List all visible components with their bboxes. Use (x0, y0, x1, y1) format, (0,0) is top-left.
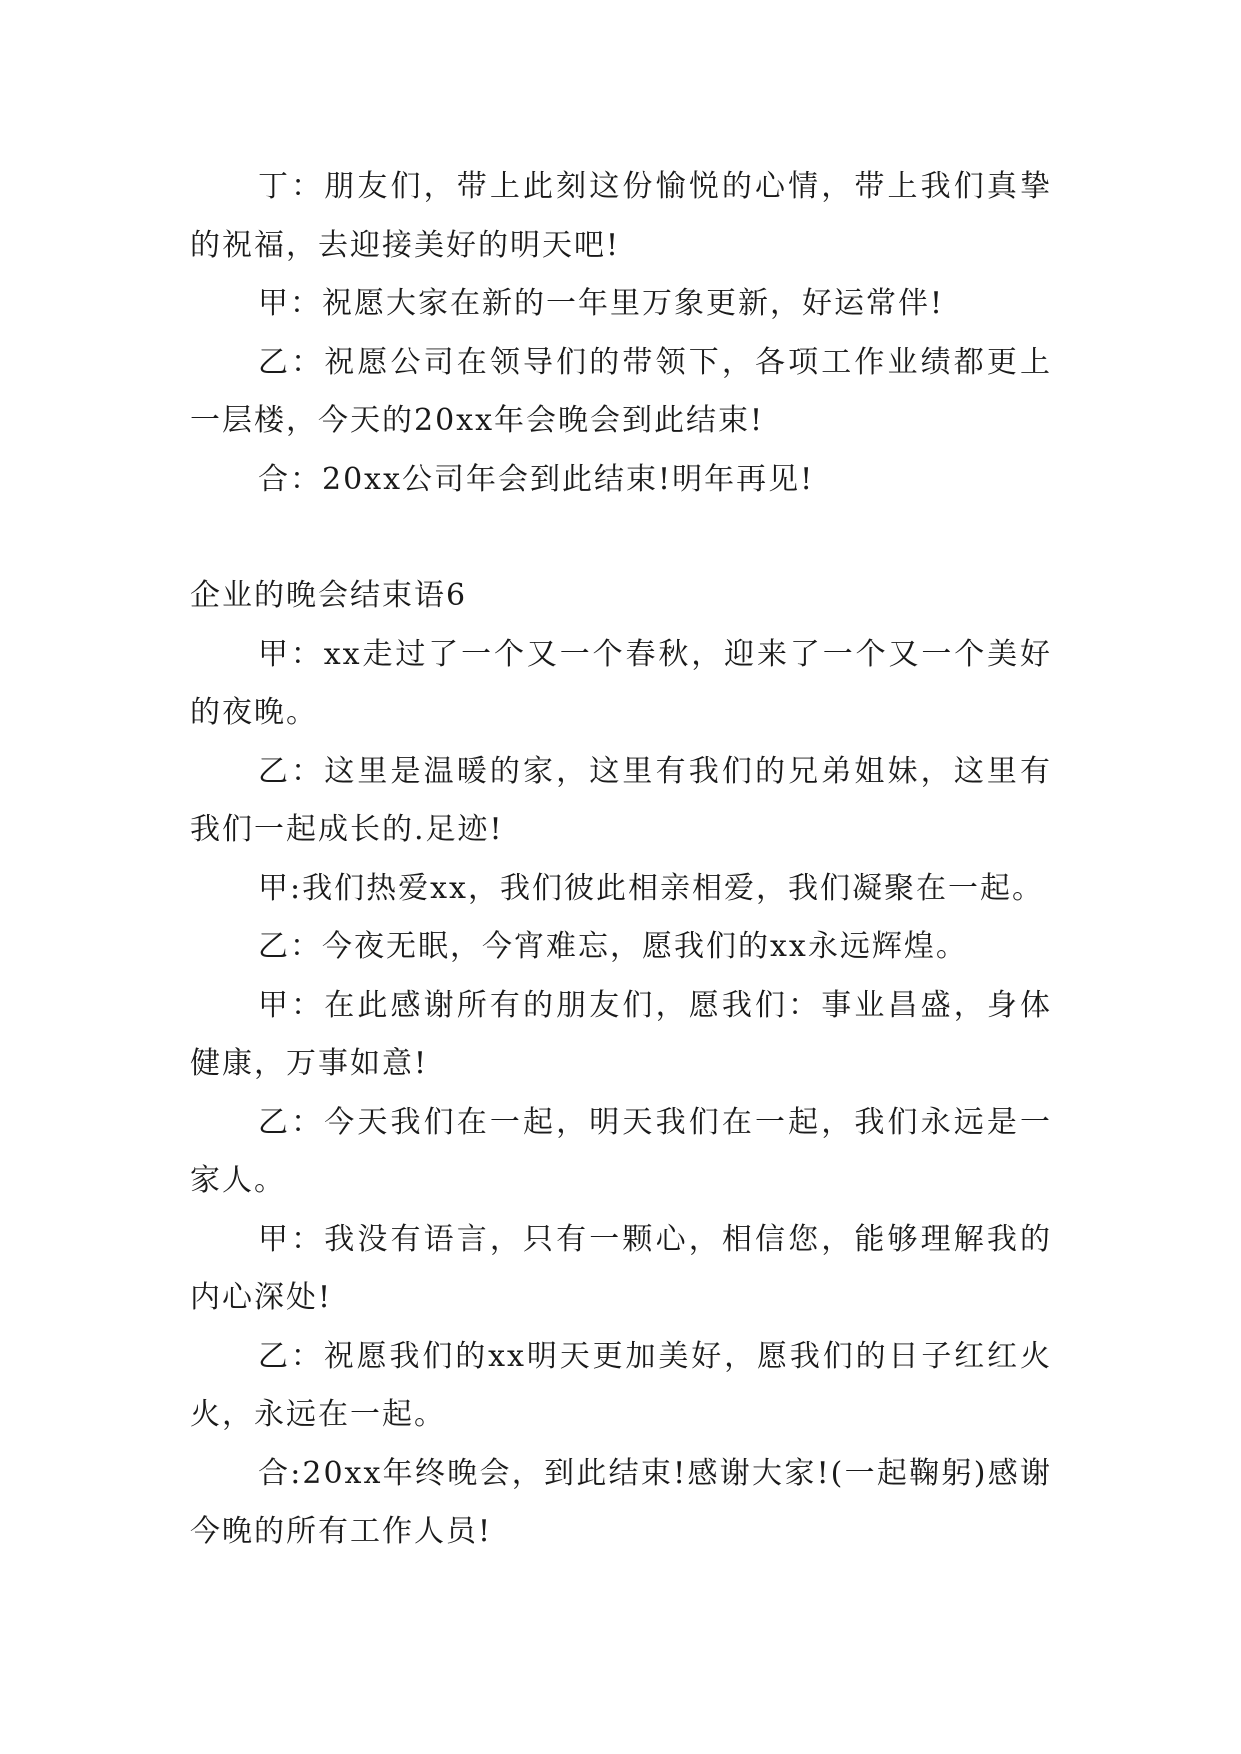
document-body (190, 158, 1052, 1562)
paragraph: 乙：祝愿我们的xx明天更加美好，愿我们的日子红红火火，永远在一起。 (190, 1338, 1052, 1432)
section-heading: 企业的晚会结束语6 (190, 578, 468, 613)
paragraph: 甲：祝愿大家在新的一年里万象更新，好运常伴! (258, 286, 945, 321)
paragraph: 甲：xx走过了一个又一个春秋，迎来了一个又一个美好的夜晚。 (190, 636, 1052, 730)
paragraph: 乙：今夜无眠，今宵难忘，愿我们的xx永远辉煌。 (258, 929, 968, 964)
paragraph: 乙：这里是温暖的家，这里有我们的兄弟姐妹，这里有我们一起成长的.足迹! (190, 753, 1052, 847)
paragraph: 乙：今天我们在一起，明天我们在一起，我们永远是一家人。 (190, 1104, 1052, 1198)
paragraph: 丁：朋友们，带上此刻这份愉悦的心情，带上我们真挚的祝福，去迎接美好的明天吧! (190, 169, 1052, 263)
paragraph: 甲：在此感谢所有的朋友们，愿我们：事业昌盛，身体健康，万事如意! (190, 987, 1052, 1081)
paragraph: 合：20xx公司年会到此结束!明年再见! (258, 461, 815, 497)
paragraph: 甲：我没有语言，只有一颗心，相信您，能够理解我的内心深处! (190, 1221, 1052, 1315)
paragraph: 合:20xx年终晚会，到此结束!感谢大家!(一起鞠躬)感谢今晚的所有工作人员! (190, 1455, 1052, 1549)
paragraph: 乙：祝愿公司在领导们的带领下，各项工作业绩都更上一层楼，今天的20xx年会晚会到此结束! (190, 344, 1052, 438)
paragraph: 甲:我们热爱xx，我们彼此相亲相爱，我们凝聚在一起。 (258, 870, 1044, 906)
